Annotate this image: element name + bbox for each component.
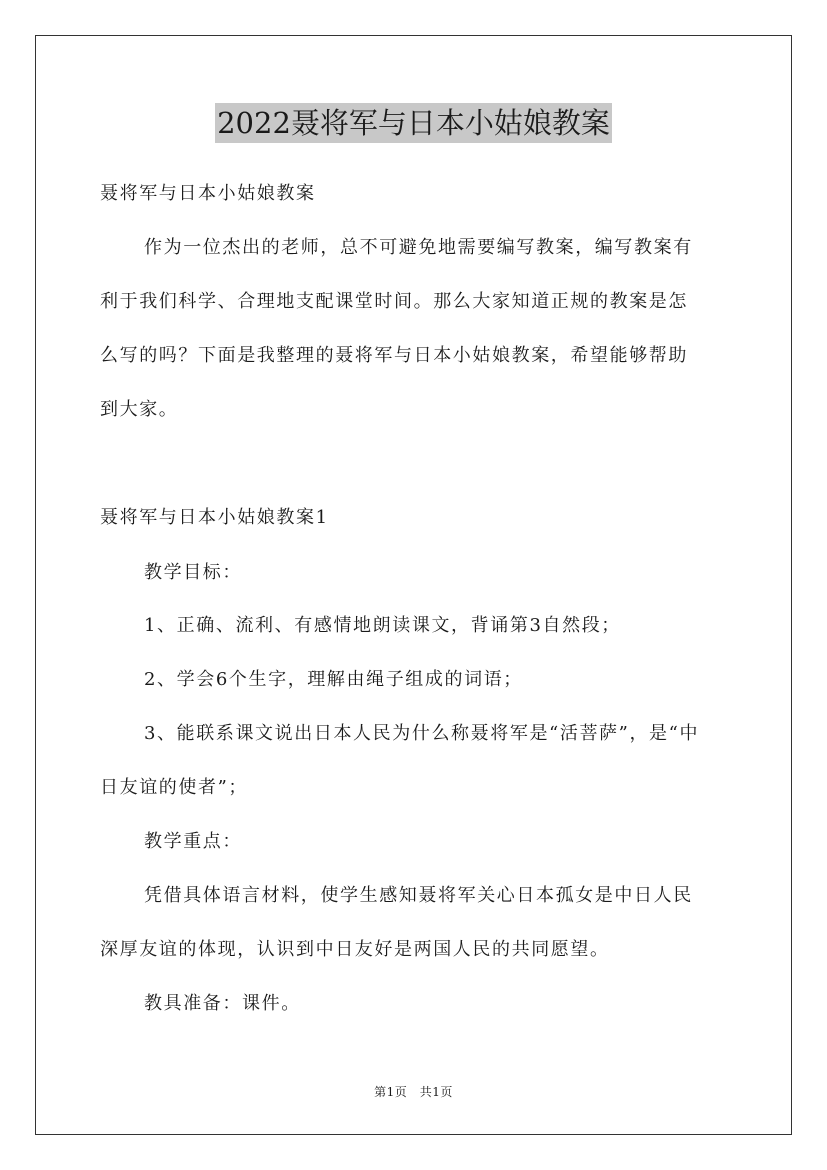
subheading: 教学重点： (144, 831, 242, 852)
paragraph-line: 作为一位杰出的老师，总不可避免地需要编写教案，编写教案有 (144, 237, 693, 258)
paragraph-line: 深厚友谊的体现，认识到中日友好是两国人民的共同愿望。 (100, 939, 610, 960)
paragraph-line: 利于我们科学、合理地支配课堂时间。那么大家知道正规的教案是怎 (100, 291, 688, 312)
section-heading: 聂将军与日本小姑娘教案1 (100, 507, 329, 528)
list-item: 1、正确、流利、有感情地朗读课文，背诵第3自然段； (144, 615, 621, 636)
paragraph-line: 么写的吗？下面是我整理的聂将军与日本小姑娘教案，希望能够帮助 (100, 345, 688, 366)
paragraph-line: 凭借具体语言材料，使学生感知聂将军关心日本孤女是中日人民 (144, 885, 693, 906)
list-item: 3、能联系课文说出日本人民为什么称聂将军是“活菩萨”，是“中 (144, 723, 700, 744)
title-container (0, 103, 827, 143)
subheading: 教学目标： (144, 562, 242, 583)
document-title: 2022聂将军与日本小姑娘教案 (215, 103, 612, 143)
page-number: 第1页 共1页 (374, 1085, 453, 1099)
paragraph-line: 到大家。 (100, 399, 179, 420)
section-heading: 聂将军与日本小姑娘教案 (100, 183, 316, 204)
paragraph-line: 教具准备：课件。 (144, 993, 301, 1014)
list-item: 2、学会6个生字，理解由绳子组成的词语； (144, 669, 523, 690)
list-item-continuation: 日友谊的使者”； (100, 777, 249, 798)
